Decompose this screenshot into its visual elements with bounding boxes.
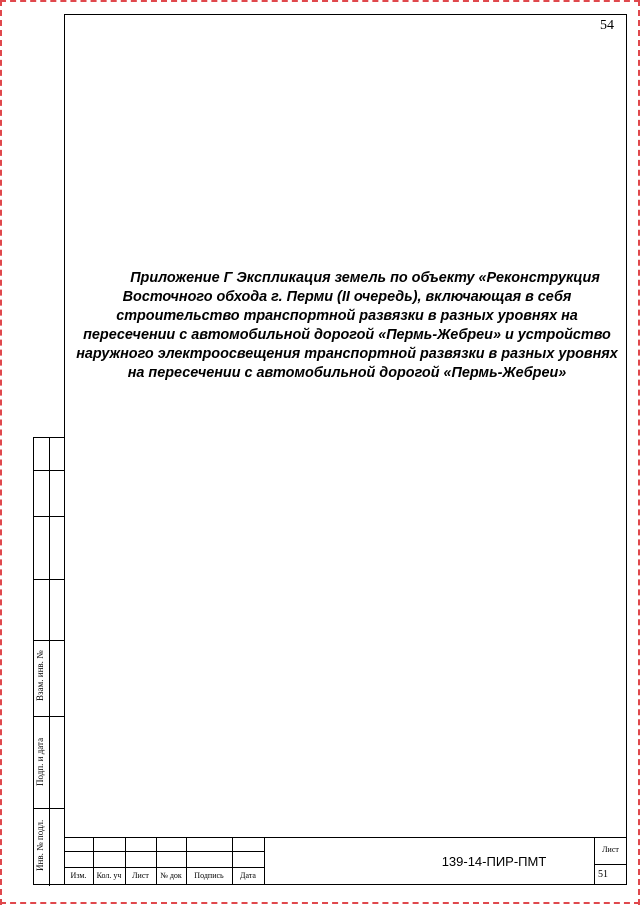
side-divider <box>34 579 65 580</box>
side-divider <box>49 438 50 640</box>
page-number: 54 <box>600 18 614 33</box>
col-kol-uch: Кол. уч <box>96 871 122 880</box>
side-divider <box>34 516 65 517</box>
col-n-dok: № док <box>160 871 182 880</box>
side-stamp <box>33 437 64 885</box>
podp-data-label: Подп. и дата <box>35 737 45 786</box>
side-divider <box>49 640 50 886</box>
page-border-left <box>0 0 2 905</box>
page-border-bottom <box>0 902 640 904</box>
drawing-frame <box>64 14 627 885</box>
vzam-inv-label: Взам. инв. № <box>35 650 45 701</box>
col-list: Лист <box>132 871 149 880</box>
page-border-top <box>0 0 640 2</box>
col-data: Дата <box>240 871 256 880</box>
inv-podl-label: Инв. № подл. <box>35 819 45 871</box>
side-divider <box>34 470 65 471</box>
col-izm: Изм. <box>70 871 87 880</box>
sheet-number: 51 <box>598 869 608 880</box>
title-block <box>64 837 627 885</box>
tb-line <box>264 837 265 885</box>
tb-line <box>64 837 627 838</box>
tb-line <box>64 867 264 868</box>
tb-line <box>64 851 264 852</box>
sheet-label: Лист <box>602 845 619 854</box>
doc-code: 139-14-ПИР-ПМТ <box>441 854 547 869</box>
col-podpis: Подпись <box>194 871 224 880</box>
document-title: Приложение Г Экспликация земель по объекту «Реконструкция Восточного обхода г. Перми (II очередь), включающая в себя строительство транспортной развязки в разных уровнях на пересечении с автомобильной дорогой «Пермь-Жебреи» и устройство наружного электроосвещения транспортной развязки в разных уровнях на пересечении с автомобильной дорогой «Пермь-Жебреи» <box>76 270 618 381</box>
